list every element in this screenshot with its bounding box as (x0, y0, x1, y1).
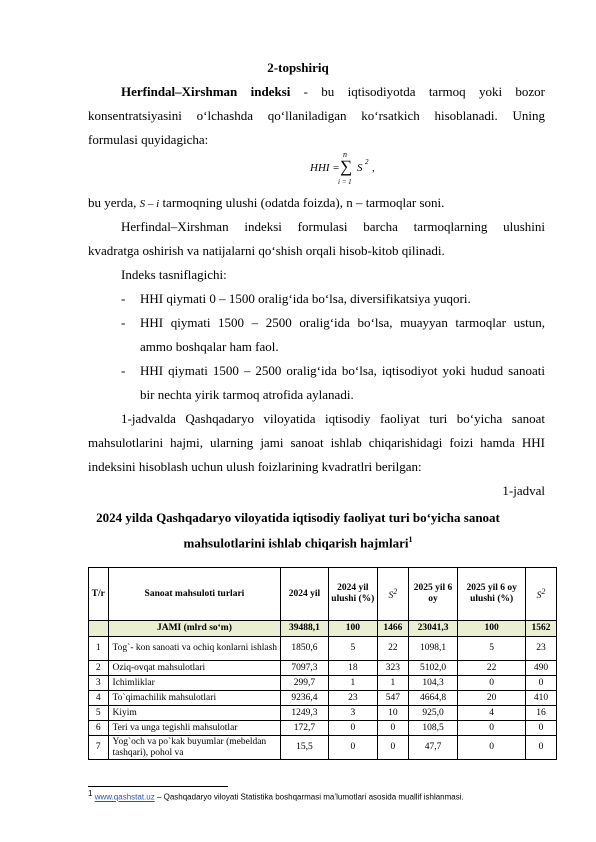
bullet-3-line-1: HHI qiymati 1500 – 2500 oralig‘ida bo‘lsa, iqtisodiyot yoki hudud sanoati (140, 363, 545, 378)
para3-line-3: indeksini hisoblash uchun ulush foizlarining kvadratlri berilgan: (88, 459, 422, 474)
table-cell: 22 (378, 637, 409, 661)
table-label: 1-jadval (502, 483, 545, 498)
table-cell: 23 (526, 637, 557, 661)
table-cell: 547 (378, 691, 409, 706)
header-s-sup: 2 (541, 586, 546, 596)
table-cell: 22 (458, 661, 526, 676)
intro-term: Herfindal–Xirshman indeksi (121, 84, 291, 99)
classification-title: Indeks tasniflagichi: (121, 267, 227, 282)
table-cell: 23041,3 (408, 621, 457, 637)
footnote-mark: 1 (88, 789, 93, 798)
table-cell: 100 (458, 621, 526, 637)
table-cell: 6 (89, 721, 109, 736)
section-heading: 2-topshiriq (267, 60, 329, 75)
where-variable: S – i (139, 198, 160, 210)
table-cell: 299,7 (281, 676, 328, 691)
header-tr: T/r (89, 568, 109, 621)
table-cell: 7 (89, 736, 109, 760)
intro-line-1 (121, 84, 545, 100)
table-cell: 0 (378, 736, 409, 760)
table-cell: To`qimachilik mahsulotlari (108, 691, 281, 706)
table-cell: 15,5 (281, 736, 328, 760)
bullet-1: HHI qiymati 0 – 1500 oralig‘ida bo‘lsa, diversifikatsiya yuqori. (140, 291, 471, 306)
table-cell: 0 (378, 721, 409, 736)
table-cell: 100 (328, 621, 377, 637)
table-row (89, 691, 557, 706)
table-title-line-2 (0, 535, 596, 551)
formula-upper: n (343, 150, 347, 159)
table-cell: 39488,1 (281, 621, 328, 637)
intro-line-2: konsentratsiyasini o‘lchashda qo‘llaniladigan ko‘rsatkich hisoblanadi. Uning (88, 108, 545, 123)
table-cell: 410 (526, 691, 557, 706)
formula-term: S (357, 162, 363, 174)
where-rest: tarmoqning ulushi (odatda foizda), n – tarmoqlar soni. (159, 195, 445, 210)
table-cell (89, 621, 109, 637)
table-cell: 3 (328, 706, 377, 721)
header-2024-share: 2024 yil ulushi (%) (328, 568, 377, 621)
table-cell: JAMI (mlrd so‘m) (108, 621, 281, 637)
intro-line-1-rest: - bu iqtisodiyotda tarmoq yoki bozor (290, 84, 545, 99)
table-title-line-1: 2024 yilda Qashqadaryo viloyatida iqtisodiy faoliyat turi bo‘yicha sanoat (96, 510, 500, 525)
table-title-text: mahsulotlarini ishlab chiqarish hajmlari (183, 535, 409, 551)
table-cell: 0 (328, 736, 377, 760)
table-header-row (89, 568, 557, 621)
table-cell: 0 (328, 721, 377, 736)
table-cell: 1098,1 (408, 637, 457, 661)
para3-line-1: 1-jadvalda Qashqadaryo viloyatida iqtisodiy faoliyat turi bo‘yicha sanoat (121, 411, 545, 426)
table-cell: 5102,0 (408, 661, 457, 676)
table-cell: 7097,3 (281, 661, 328, 676)
bullet-dash-1: - (121, 291, 126, 306)
bullet-2-line-2: ammo boshqalar ham faol. (140, 339, 279, 354)
footnote-separator (88, 786, 228, 787)
para3-line-2: mahsulotlarini hajmi, ularning jami sanoat ishlab chiqarishidagi foizi hamda HHI (88, 435, 545, 450)
table-cell: 10 (378, 706, 409, 721)
table-cell: 5 (328, 637, 377, 661)
intro-line-3: formulasi quyidagicha: (88, 132, 209, 147)
table-row (89, 736, 557, 760)
table-cell: 925,0 (408, 706, 457, 721)
bullet-2-line-1: HHI qiymati 1500 – 2500 oralig‘ida bo‘lsa, muayyan tarmoqlar ustun, (140, 315, 545, 330)
table-cell: 1249,3 (281, 706, 328, 721)
formula-sigma: ∑ (340, 157, 353, 176)
table-row (89, 676, 557, 691)
table-cell: 323 (378, 661, 409, 676)
where-line (88, 195, 545, 212)
table-cell: 23 (328, 691, 377, 706)
table-cell: 5 (458, 637, 526, 661)
table-cell: Kiyim (108, 706, 281, 721)
table-cell: 1562 (526, 621, 557, 637)
table-cell: 0 (526, 736, 557, 760)
table-cell: 4664,8 (408, 691, 457, 706)
table-cell: 16 (526, 706, 557, 721)
header-2025-6m-share: 2025 yil 6 oy ulushi (%) (458, 568, 526, 621)
table-cell: 172,7 (281, 721, 328, 736)
header-s-sup: 2 (393, 586, 398, 596)
table-cell: Yog`och va po`kak buyumlar (mebeldan tashqari), pohol va (108, 736, 281, 760)
table-cell: 0 (458, 676, 526, 691)
table-cell: 18 (328, 661, 377, 676)
table-footnote-mark: 1 (408, 535, 413, 544)
table-cell: 20 (458, 691, 526, 706)
where-prefix: bu yerda, (88, 195, 140, 210)
hhi-formula (310, 150, 430, 192)
table-row (89, 721, 557, 736)
bullet-dash-3: - (121, 363, 126, 378)
bullet-dash-2: - (121, 315, 126, 330)
table-cell: 104,3 (408, 676, 457, 691)
header-s-label: S (388, 591, 394, 602)
table-cell: Ichimliklar (108, 676, 281, 691)
formula-lower: i = 1 (338, 178, 352, 186)
table-cell: 1850,6 (281, 637, 328, 661)
table-cell: 1466 (378, 621, 409, 637)
table-row (89, 661, 557, 676)
table-cell: 0 (526, 676, 557, 691)
table-total-row (89, 621, 557, 637)
formula-lhs: HHI = (310, 162, 340, 174)
header-s2-2024 (378, 568, 409, 621)
table-cell: 0 (526, 721, 557, 736)
formula-power: 2 (365, 158, 369, 166)
header-2024: 2024 yil (281, 568, 328, 621)
table-row (89, 706, 557, 721)
table-cell: 1 (378, 676, 409, 691)
table-cell: 3 (89, 676, 109, 691)
table-cell: 108,5 (408, 721, 457, 736)
header-s-label: S (536, 591, 542, 602)
para2-line-2: kvadratga oshirish va natijalarni qo‘shish orqali hisob-kitob qilinadi. (88, 243, 445, 258)
header-2025-6m: 2025 yil 6 oy (408, 568, 457, 621)
header-product-type: Sanoat mahsuloti turlari (108, 568, 281, 621)
para2-line-1: Herfindal–Xirshman indeksi formulasi barcha tarmoqlarning ulushini (121, 219, 545, 234)
table-cell: 4 (89, 691, 109, 706)
table-cell: 9236,4 (281, 691, 328, 706)
table-cell: Oziq-ovqat mahsulotlari (108, 661, 281, 676)
formula-comma: , (372, 162, 375, 174)
table-cell: 0 (458, 721, 526, 736)
table-row (89, 637, 557, 661)
table-cell: 4 (458, 706, 526, 721)
table-cell: Teri va unga tegishli mahsulotlar (108, 721, 281, 736)
table-cell: 47,7 (408, 736, 457, 760)
table-cell: 1 (89, 637, 109, 661)
table-cell: 0 (458, 736, 526, 760)
table-cell: Tog`- kon sanoati va ochiq konlarni ishlash (108, 637, 281, 661)
data-table (88, 567, 557, 760)
table-cell: 490 (526, 661, 557, 676)
table-cell: 5 (89, 706, 109, 721)
header-s2-2025 (526, 568, 557, 621)
footnote (88, 789, 464, 802)
table-cell: 2 (89, 661, 109, 676)
footnote-link[interactable]: www.qashstat.uz (94, 792, 155, 802)
table-cell: 1 (328, 676, 377, 691)
footnote-text: – Qashqadaryo viloyati Statistika boshqarmasi ma’lumotlari asosida muallif ishlanmasi. (154, 792, 464, 802)
bullet-3-line-2: bir nechta yirik tarmoq atrofida aylanadi. (140, 387, 354, 402)
